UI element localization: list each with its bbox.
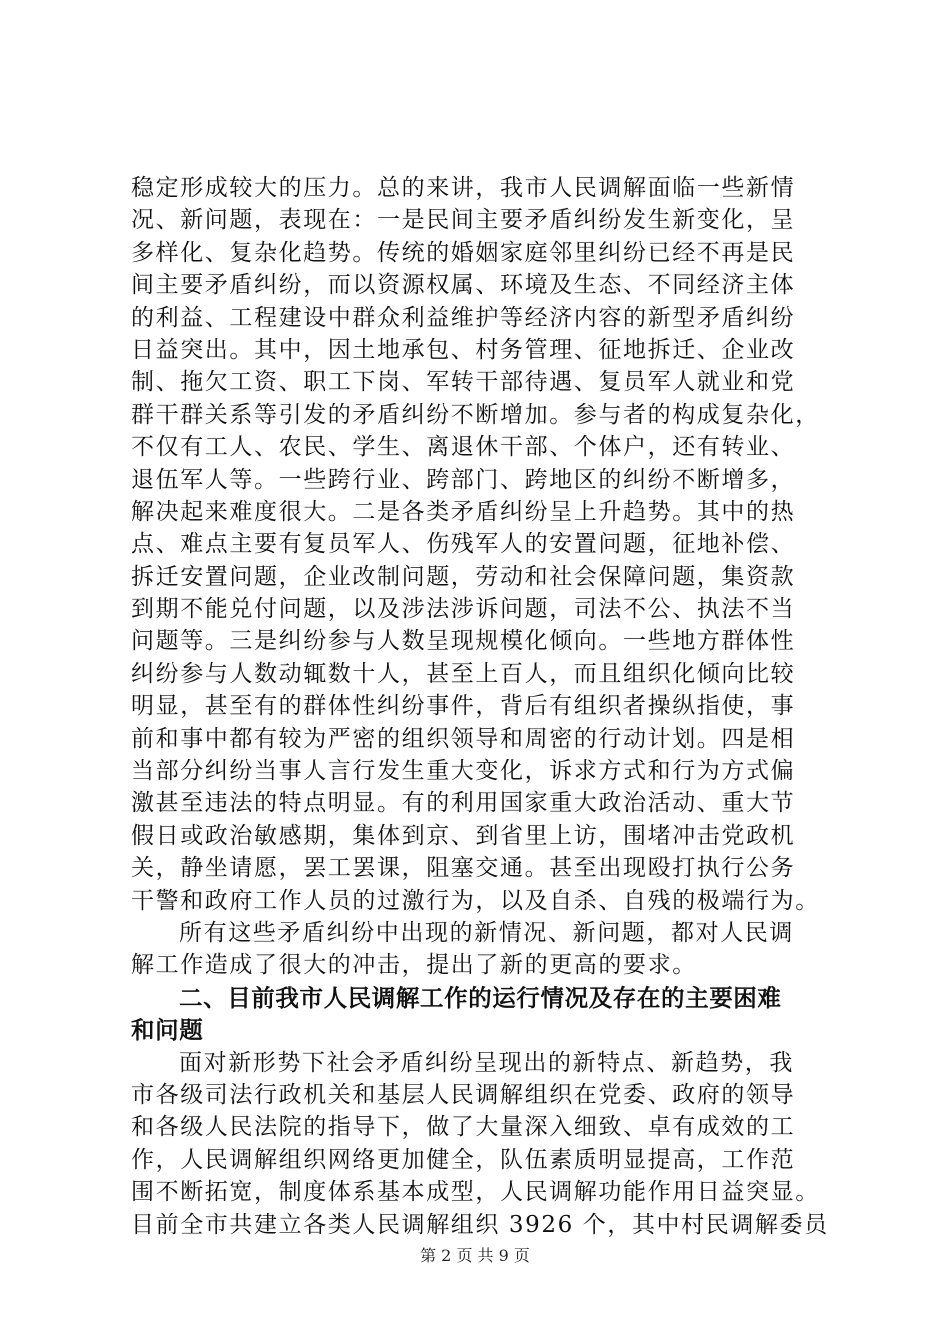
section-heading: 和问题 bbox=[131, 1016, 204, 1045]
body-line: 稳定形成较大的压力。总的来讲，我市人民调解面临一些新情 bbox=[131, 175, 796, 201]
body-line: 明显，甚至有的群体性纠纷事件，背后有组织者操纵指使，事 bbox=[131, 693, 796, 720]
body-line: 问题等。三是纠纷参与人数呈现规模化倾向。一些地方群体性 bbox=[131, 628, 796, 655]
body-line: 况、新问题，表现在：一是民间主要矛盾纠纷发生新变化，呈 bbox=[131, 207, 796, 234]
body-line: 制、拖欠工资、职工下岗、军转干部待遇、复员军人就业和党 bbox=[131, 369, 796, 396]
body-line: 不仅有工人、农民、学生、离退休干部、个体户，还有转业、 bbox=[131, 434, 796, 461]
document-body bbox=[131, 172, 831, 1241]
body-line: 假日或政治敏感期，集体到京、到省里上访，围堵冲击党政机 bbox=[131, 822, 796, 849]
body-line: 的利益、工程建设中群众利益维护等经济内容的新型矛盾纠纷 bbox=[131, 304, 796, 331]
paragraph-3-line: 面对新形势下社会矛盾纠纷呈现出的新特点、新趋势，我 bbox=[179, 1049, 794, 1076]
body-line: 退伍军人等。一些跨行业、跨部门、跨地区的纠纷不断增多， bbox=[131, 466, 796, 493]
body-line: 解决起来难度很大。二是各类矛盾纠纷呈上升趋势。其中的热 bbox=[131, 498, 796, 525]
body-line: 日益突出。其中，因土地承包、村务管理、征地拆迁、企业改 bbox=[131, 336, 796, 363]
body-line: 点、难点主要有复员军人、伤残军人的安置问题，征地补偿、 bbox=[131, 531, 796, 558]
section-heading: 二、目前我市人民调解工作的运行情况及存在的主要困难 bbox=[179, 983, 782, 1012]
page-footer: 第 2 页 共 9 页 bbox=[420, 1246, 530, 1265]
body-line: 前和事中都有较为严密的组织领导和周密的行动计划。四是相 bbox=[131, 725, 796, 752]
paragraph-3-line: 围不断拓宽，制度体系基本成型，人民调解功能作用日益突显。 bbox=[131, 1179, 820, 1206]
body-line: 群干群关系等引发的矛盾纠纷不断增加。参与者的构成复杂化， bbox=[131, 401, 820, 428]
paragraph-3-line: 和各级人民法院的指导下，做了大量深入细致、卓有成效的工 bbox=[131, 1114, 796, 1141]
paragraph-3-line: 目前全市共建立各类人民调解组织 3926 个，其中村民调解委员 bbox=[131, 1211, 829, 1238]
body-line: 间主要矛盾纠纷，而以资源权属、环境及生态、不同经济主体 bbox=[131, 272, 796, 299]
body-line: 到期不能兑付问题，以及涉法涉诉问题，司法不公、执法不当 bbox=[131, 596, 796, 623]
body-line: 纠纷参与人数动辄数十人，甚至上百人，而且组织化倾向比较 bbox=[131, 660, 796, 687]
body-line: 拆迁安置问题，企业改制问题，劳动和社会保障问题，集资款 bbox=[131, 563, 796, 590]
body-line: 激甚至违法的特点明显。有的利用国家重大政治活动、重大节 bbox=[131, 790, 796, 817]
body-line: 干警和政府工作人员的过激行为，以及自杀、自残的极端行为。 bbox=[131, 887, 820, 914]
paragraph-2-line: 所有这些矛盾纠纷中出现的新情况、新问题，都对人民调 bbox=[179, 919, 794, 946]
body-line: 当部分纠纷当事人言行发生重大变化，诉求方式和行为方式偏 bbox=[131, 758, 796, 785]
paragraph-3-line: 市各级司法行政机关和基层人民调解组织在党委、政府的领导 bbox=[131, 1081, 796, 1108]
paragraph-2-line: 解工作造成了很大的冲击，提出了新的更高的要求。 bbox=[131, 952, 697, 979]
body-line: 多样化、复杂化趋势。传统的婚姻家庭邻里纠纷已经不再是民 bbox=[131, 239, 796, 266]
body-line: 关，静坐请愿，罢工罢课，阻塞交通。甚至出现殴打执行公务 bbox=[131, 855, 796, 882]
paragraph-3-line: 作，人民调解组织网络更加健全，队伍素质明显提高，工作范 bbox=[131, 1146, 796, 1173]
